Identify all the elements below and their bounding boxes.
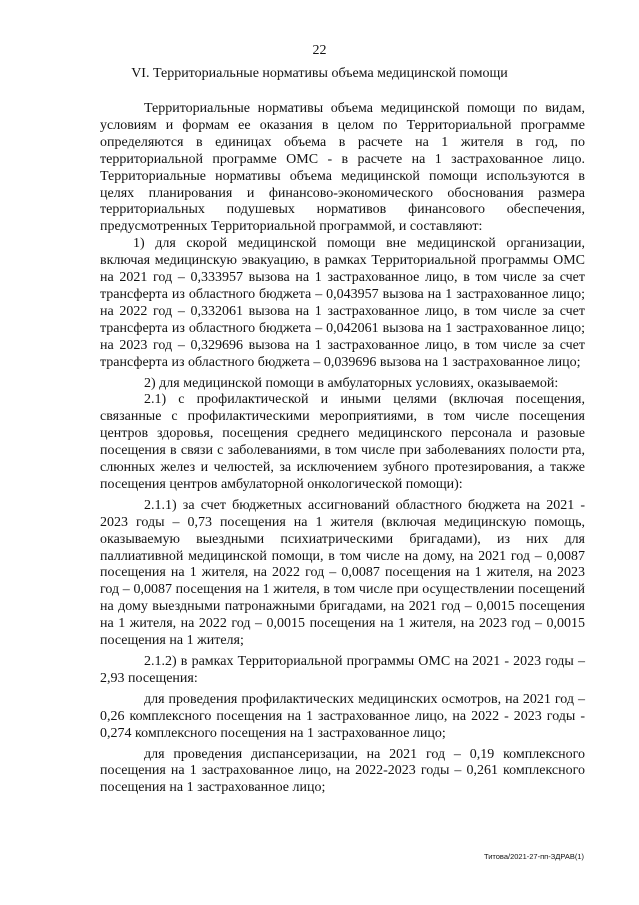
paragraph-dispensary: для проведения диспансеризации, на 2021 год – 0,19 комплексного посещения на 1 застрахованное лицо, на 2022-2023 годы – 0,261 комплексного посещения на 1 застрахованное лицо; [100, 746, 585, 796]
page-number: 22 [312, 43, 327, 58]
list-item-2-1: 2.1) с профилактической и иными целями (включая посещения, связанные с профилактическими мероприятиями, в том числе посещения центров здоровья, посещения среднего медицинского персонала и разовые посещения в связи с заболеваниями, в том числе при заболеваниях полости рта, слюнных желез и челюстей, за исключением зубного протезирования, а также посещения центров амбулаторной онкологической помощи): [100, 392, 585, 492]
document-body [100, 101, 585, 797]
list-item-2-1-2: 2.1.2) в рамках Территориальной программы ОМС на 2021 - 2023 годы – 2,93 посещения: [100, 654, 585, 686]
list-item-2: 2) для медицинской помощи в амбулаторных условиях, оказываемой: [144, 375, 559, 391]
paragraph-intro: Территориальные нормативы объема медицинской помощи по видам, условиям и формам ее оказания в целом по Территориальной программе определяются в единицах объема в расчете на 1 жителя в год, по территориальной программе ОМС - в расчете на 1 застрахованное лицо. Территориальные нормативы объема медицинской помощи используются в целях планирования и финансово-экономического обоснования размера территориальных подушевых нормативов финансового обеспечения, предусмотренных Территориальной программой, и составляют: [100, 101, 585, 235]
list-item-1: 1) для скорой медицинской помощи вне медицинской организации, включая медицинскую эвакуацию, в рамках Территориальной программы ОМС на 2021 год – 0,333957 вызова на 1 застрахованное лицо, в том числе за счет трансферта из областного бюджета – 0,043957 вызова на 1 застрахованное лицо; на 2022 год – 0,332061 вызова на 1 застрахованное лицо, в том числе за счет трансферта из областного бюджета – 0,042061 вызова на 1 застрахованное лицо; на 2023 год – 0,329696 вызова на 1 застрахованное лицо, в том числе за счет трансферта из областного бюджета – 0,039696 вызова на 1 застрахованное лицо; [100, 236, 585, 370]
paragraph-prof-exams: для проведения профилактических медицинских осмотров, на 2021 год – 0,26 комплексного посещения на 1 застрахованное лицо, на 2022 - 2023 годы - 0,274 комплексного посещения на 1 застрахованное лицо; [100, 691, 585, 741]
footer-doc-id: Титова/2021-27-пп-ЗДРАВ(1) [483, 852, 584, 861]
list-item-2-1-1: 2.1.1) за счет бюджетных ассигнований областного бюджета на 2021 - 2023 годы – 0,73 посещения на 1 жителя (включая медицинскую помощь, оказываемую выездными психиатрическими бригадами), из них для паллиативной медицинской помощи, в том числе на дому, на 2021 год – 0,0087 посещения на 1 жителя, на 2022 год – 0,0087 посещения на 1 жителя, на 2023 год – 0,0087 посещения на 1 жителя, в том числе при осуществлении посещений на дому выездными патронажными бригадами, на 2021 год – 0,0015 посещения на 1 жителя, на 2022 год – 0,0015 посещения на 1 жителя, на 2023 год – 0,0015 посещения на 1 жителя; [100, 497, 585, 649]
section-title: VI. Территориальные нормативы объема медицинской помощи [131, 66, 508, 81]
